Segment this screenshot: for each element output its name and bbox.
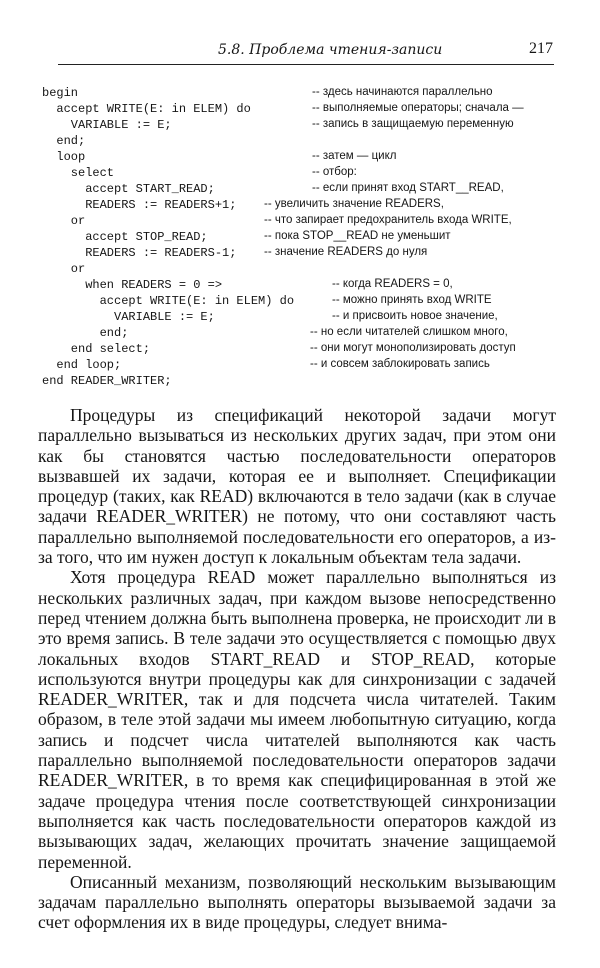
section-title: 5.8. Проблема чтения-записи bbox=[218, 42, 443, 58]
code-text: end select; bbox=[42, 342, 151, 356]
body-text bbox=[38, 405, 556, 945]
code-comment: -- и совсем заблокировать запись bbox=[310, 358, 490, 370]
code-comment: -- затем — цикл bbox=[312, 150, 397, 162]
code-comment: -- они могут монополизировать доступ bbox=[310, 342, 516, 354]
code-text: READERS := READERS+1; bbox=[42, 198, 237, 212]
code-line bbox=[42, 262, 562, 278]
code-line bbox=[42, 310, 562, 326]
code-text: begin bbox=[42, 86, 79, 100]
code-line bbox=[42, 102, 562, 118]
code-text: end loop; bbox=[42, 358, 122, 372]
code-text: accept START_READ; bbox=[42, 182, 215, 196]
code-line bbox=[42, 358, 562, 374]
header-rule bbox=[58, 64, 554, 65]
code-line bbox=[42, 374, 562, 390]
code-line bbox=[42, 198, 562, 214]
code-text: or bbox=[42, 214, 86, 228]
code-line bbox=[42, 166, 562, 182]
code-comment: -- и присвоить новое значение, bbox=[332, 310, 498, 322]
code-text: accept WRITE(E: in ELEM) do bbox=[42, 294, 295, 308]
code-line bbox=[42, 214, 562, 230]
code-comment: -- пока STOP__READ не уменьшит bbox=[264, 230, 451, 242]
paragraph: Процедуры из спецификаций некоторой задачи могут параллельно вызываться из нескольких других задач, при этом они как бы становятся частью последовательности операторов вызвавшей их задачи, которая ее и выполняет. Спецификации процедур (таких, как READ) включаются в тело задачи (как в случае задачи READER_WRITER) не потому, что они составляют часть параллельно выполняемой последовательности его операторов, а из-за того, что им нужен доступ к локальным объектам тела задачи. bbox=[38, 405, 556, 568]
code-line bbox=[42, 246, 562, 262]
code-comment: -- выполняемые операторы; сначала — bbox=[312, 102, 524, 114]
code-text: select bbox=[42, 166, 115, 180]
code-text: end; bbox=[42, 134, 86, 148]
code-line bbox=[42, 294, 562, 310]
paragraph: Хотя процедура READ может параллельно выполняться из нескольких различных задач, при каждом вызове непосредственно перед чтением должна быть выполнена проверка, не происходит ли в это время запись. В теле задачи это осуществляется с помощью двух локальных входов START_READ и STOP_READ, которые используются внутри процедуры как для синхронизации с задачей READER_WRITER, так и для подсчета числа читателей. Таким образом, в теле этой задачи мы имеем любопытную ситуацию, когда запись и подсчет числа читателей выполняются как часть параллельно выполняемой последовательности операторов задачи READER_WRITER, в то время как специфицированная в этой же задаче процедура чтения после соответствующей синхронизации выполняется как часть последовательности операторов каждой из вызывающих задач, желающих прочитать значение защищаемой переменной. bbox=[38, 567, 556, 872]
code-comment: -- но если читателей слишком много, bbox=[310, 326, 508, 338]
code-text: end READER_WRITER; bbox=[42, 374, 172, 388]
code-comment: -- можно принять вход WRITE bbox=[332, 294, 492, 306]
code-comment: -- что запирает предохранитель входа WRITE, bbox=[264, 214, 512, 226]
code-comment: -- если принят вход START__READ, bbox=[312, 182, 504, 194]
code-line bbox=[42, 86, 562, 102]
code-line bbox=[42, 118, 562, 134]
page-header bbox=[58, 40, 553, 62]
code-text: VARIABLE := E; bbox=[42, 310, 215, 324]
code-comment: -- запись в защищаемую переменную bbox=[312, 118, 514, 130]
code-text: end; bbox=[42, 326, 129, 340]
code-line bbox=[42, 150, 562, 166]
code-line bbox=[42, 326, 562, 342]
code-text: accept STOP_READ; bbox=[42, 230, 208, 244]
code-listing bbox=[42, 86, 562, 396]
code-comment: -- увеличить значение READERS, bbox=[264, 198, 444, 210]
code-comment: -- отбор: bbox=[312, 166, 357, 178]
code-text: when READERS = 0 => bbox=[42, 278, 223, 292]
paragraph: Описанный механизм, позволяющий нескольким вызывающим задачам параллельно выполнять операторы вызываемой задачи за счет оформления их в виде процедуры, следует внима- bbox=[38, 871, 556, 933]
code-line bbox=[42, 134, 562, 150]
code-comment: -- значение READERS до нуля bbox=[264, 246, 428, 258]
code-line bbox=[42, 278, 562, 294]
code-text: loop bbox=[42, 150, 86, 164]
code-line bbox=[42, 182, 562, 198]
code-text: VARIABLE := E; bbox=[42, 118, 172, 132]
code-text: accept WRITE(E: in ELEM) do bbox=[42, 102, 251, 116]
code-line bbox=[42, 230, 562, 246]
page-number: 217 bbox=[529, 40, 553, 57]
code-comment: -- когда READERS = 0, bbox=[332, 278, 453, 290]
code-text: READERS := READERS-1; bbox=[42, 246, 237, 260]
code-comment: -- здесь начинаются параллельно bbox=[312, 86, 493, 98]
code-text: or bbox=[42, 262, 86, 276]
code-line bbox=[42, 342, 562, 358]
